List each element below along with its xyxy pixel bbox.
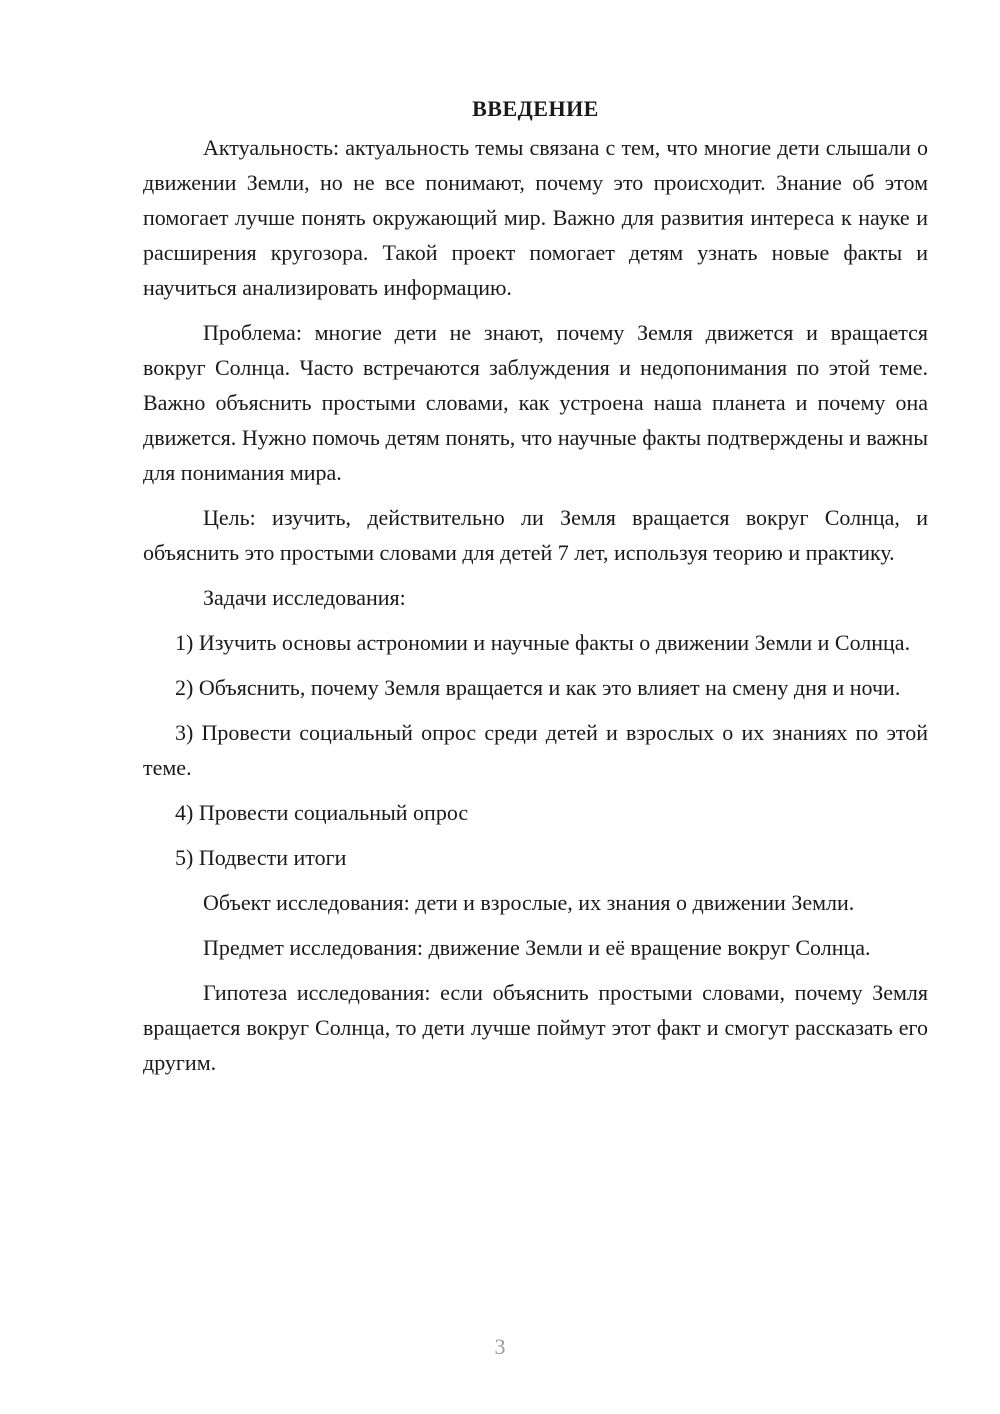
task-item-3: 3) Провести социальный опрос среди детей и взрослых о их знаниях по этой теме. xyxy=(143,720,928,780)
task-item-2: 2) Объяснить, почему Земля вращается и как это влияет на смену дня и ночи. xyxy=(175,675,901,700)
paragraph-hypothesis: Гипотеза исследования: если объяснить простыми словами, почему Земля вращается вокруг Солнца, то дети лучше поймут этот факт и смогут рассказать его другим. xyxy=(143,980,928,1075)
task-item-4: 4) Провести социальный опрос xyxy=(175,800,469,825)
paragraph-object: Объект исследования: дети и взрослые, их знания о движении Земли. xyxy=(203,890,855,915)
paragraph-goal: Цель: изучить, действительно ли Земля вращается вокруг Солнца, и объяснить это простыми словами для детей 7 лет, используя теорию и практику. xyxy=(143,505,928,565)
task-item-1: 1) Изучить основы астрономии и научные факты о движении Земли и Солнца. xyxy=(175,630,911,655)
paragraph-relevance: Актуальность: актуальность темы связана с тем, что многие дети слышали о движении Земли, но не все понимают, почему это происходит. Знание об этом помогает лучше понять окружающий мир. Важно для развития интереса к науке и расширения кругозора. Такой проект помогает детям узнать новые факты и научиться анализировать информацию. xyxy=(143,135,928,300)
task-item-5: 5) Подвести итоги xyxy=(175,845,347,870)
paragraph-subject: Предмет исследования: движение Земли и её вращение вокруг Солнца. xyxy=(203,935,871,960)
page-number: 3 xyxy=(494,1334,506,1359)
tasks-heading: Задачи исследования: xyxy=(203,585,406,610)
page-title: ВВЕДЕНИЕ xyxy=(472,96,599,121)
paragraph-problem: Проблема: многие дети не знают, почему Земля движется и вращается вокруг Солнца. Часто встречаются заблуждения и недопонимания по этой теме. Важно объяснить простыми словами, как устроена наша планета и почему она движется. Нужно помочь детям понять, что научные факты подтверждены и важны для понимания мира. xyxy=(143,320,928,485)
document-page xyxy=(143,92,928,1090)
